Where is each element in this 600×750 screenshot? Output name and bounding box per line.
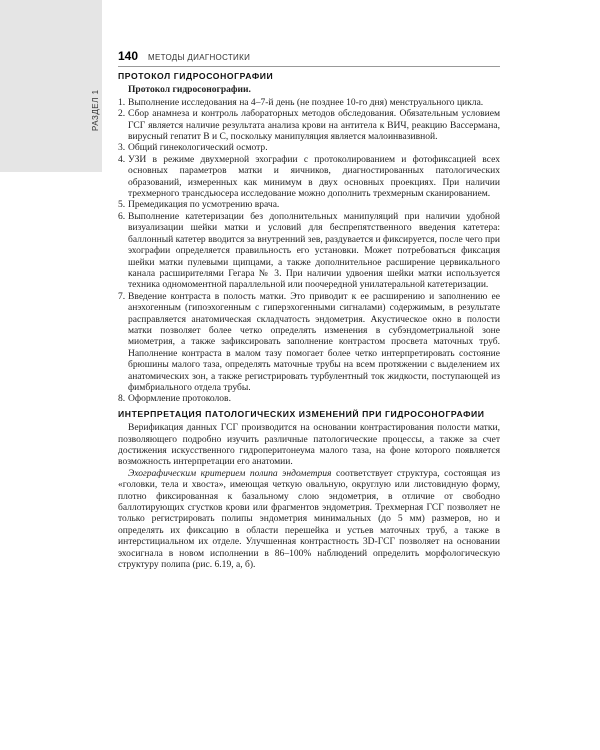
page-number: 140 [118, 49, 139, 63]
step-text: Общий гинекологический осмотр. [128, 142, 268, 154]
step-number: 8. [118, 393, 126, 405]
list-item [118, 97, 500, 108]
step-number: 1. [118, 96, 126, 108]
protocol-subtitle: Протокол гидросонографии. [128, 84, 251, 96]
running-title: МЕТОДЫ ДИАГНОСТИКИ [148, 53, 251, 62]
step-text: Оформление протоколов. [128, 393, 231, 405]
step-number: 4. [118, 153, 126, 165]
protocol-steps-list [118, 97, 500, 405]
step-number: 5. [118, 199, 126, 211]
step-number: 2. [118, 108, 126, 120]
step-text: Премедикация по усмотрению врача. [128, 199, 280, 211]
step-number: 3. [118, 142, 126, 154]
list-item [118, 154, 500, 200]
paragraph-verification: Верификация данных ГСГ производится на основании контрастирования полости матки, позволяющего подробно изучить различные патологические процессы, а также за счет достижения искусственного гидроперитонеума малого таза, на фоне которого появляется возможность интерпретации его анатомии. [118, 422, 500, 468]
paragraph-text: соответствует структура, состоящая из «головки, тела и хвоста», имеющая четкую овальную, округлую или листовидную форму, плотно фиксированная к базальному слою эндометрия, в отличие от свободно баллотирующих сгустков крови или фрагментов эндометрия. Трехмерная ГСГ позволяет не только регистрировать полипы эндометрия минимальных (до 5 мм) размеров, но и определять их фиксацию в области перешейка и устьев маточных труб, а также в интерстициальном их отделе. Улучшенная контрастность 3D-ГСГ позволяет на основании эхосигнала в новом исполнении в 86–100% наблюдений определить морфологическую структуру полипа (рис. 6.19, а, б). [118, 467, 500, 571]
header-divider [118, 66, 500, 67]
section-label: РАЗДЕЛ 1 [91, 89, 100, 131]
list-item [118, 211, 500, 291]
page-content [118, 71, 500, 570]
list-item [118, 108, 500, 142]
list-item [118, 142, 500, 153]
section-heading: ПРОТОКОЛ ГИДРОСОНОГРАФИИ [118, 71, 274, 81]
paragraph-polyp-criteria [118, 468, 500, 571]
step-text: Сбор анамнеза и контроль лабораторных методов обследования. Обязательным условием ГСГ является наличие результата анализа крови на антитела к ВИЧ, реакцию Вассермана, вирусный гепатит В и С, поскольку манипуляция является малоинвазивной. [128, 108, 500, 143]
step-text: Выполнение исследования на 4–7-й день (не позднее 10-го дня) менструального цикла. [128, 96, 484, 108]
page-header [118, 49, 488, 63]
list-item [118, 291, 500, 394]
step-text: Выполнение катетеризации без дополнительных манипуляций при наличии удобной визуализации шейки матки и условий для беспрепятственного введения катетера: баллонный катетер вводится за внутренний зев, раздувается и фиксируется, после чего при эхографии определяется правильность его установки. Может потребоваться фиксация шейки матки пулевыми щипцами, а также дополнительное расширение цервикального канала расширителями Гегара № 3. При наличии удвоения шейки матки используется техника одномоментной параллельной или поочередной унилатеральной катетеризации. [128, 210, 500, 291]
list-item [118, 393, 500, 404]
section-heading-interpretation: ИНТЕРПРЕТАЦИЯ ПАТОЛОГИЧЕСКИХ ИЗМЕНЕНИЙ ПРИ ГИДРОСОНОГРАФИИ [118, 408, 485, 419]
italic-term: Эхографическим критерием полипа эндометрия [128, 467, 332, 479]
step-number: 6. [118, 210, 126, 222]
step-text: Введение контраста в полость матки. Это приводит к ее расширению и заполнению ее анэхогенным (гипоэхогенным с гиперэхогенными сигналами) содержимым, в результате расправляется анатомическая складчатость эндометрия. Акустическое окно в полости матки позволяет более четко определять изменения в субэндометриальной зоне миометрия, а также зафиксировать заполнение контрастом просвета маточных труб. Наполнение контраста в малом тазу помогает более четко интерпретировать состояние брюшины малого таза, определять маточные трубы на всем протяжении с выделением их анатомических зон, а также регистрировать турбулентный ток жидкости, поступающей из фимбриального отдела трубы. [128, 290, 500, 393]
step-number: 7. [118, 290, 126, 302]
step-text: УЗИ в режиме двухмерной эхографии с протоколированием и фотофиксацией всех основных параметров матки и яичников, диагностированных патологических образований, измеренных как минимум в двух основных проекциях. При наличии трехмерного трансдьюсера исследование можно дополнить трехмерным сканированием. [128, 153, 500, 200]
list-item [118, 199, 500, 210]
section-side-tab [0, 0, 102, 172]
